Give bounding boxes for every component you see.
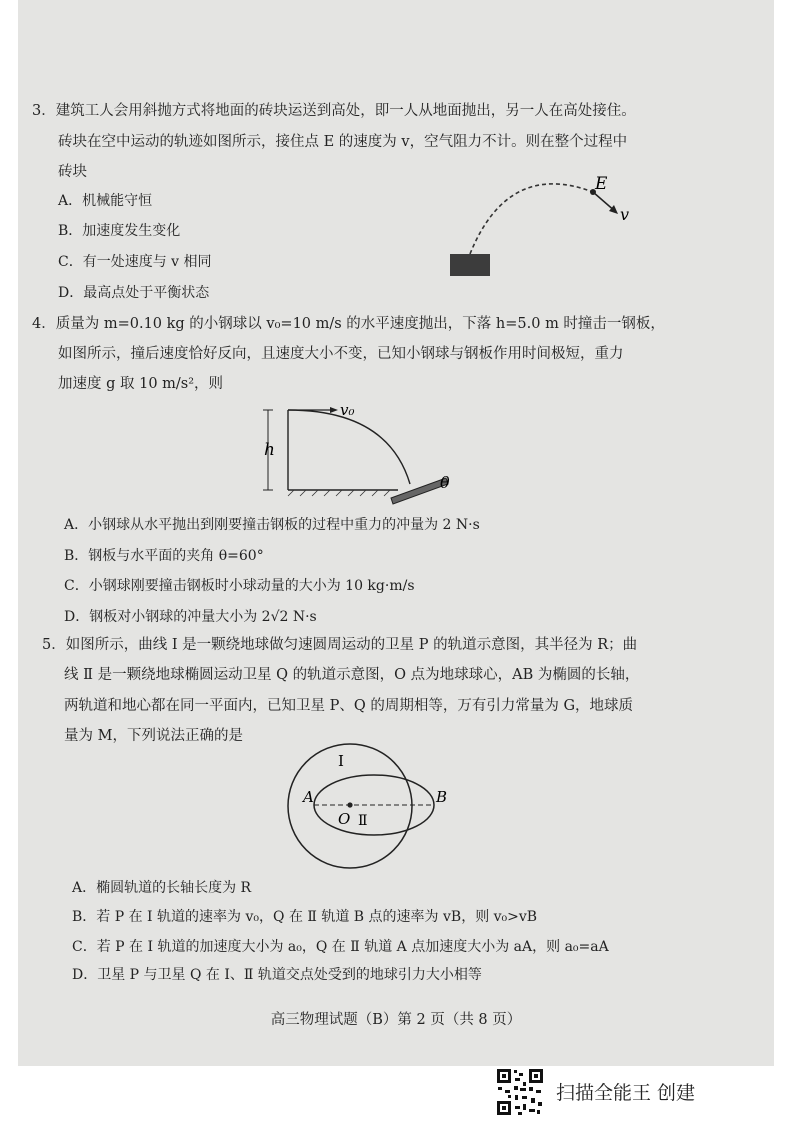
q5-option-d: D．卫星 P 与卫星 Q 在 Ⅰ、Ⅱ 轨道交点处受到的地球引力大小相等 [72,967,482,983]
q3-line1: 3．建筑工人会用斜抛方式将地面的砖块运送到高处，即一人从地面抛出，另一人在高处接住。 [32,103,636,119]
label-a: A [303,788,314,806]
projectile-path [288,410,410,484]
q4-option-c: C．小钢球刚要撞击钢板时小球动量的大小为 10 kg·m/s [64,578,415,594]
q4-option-a: A．小钢球从水平抛出到刚要撞击钢板的过程中重力的冲量为 2 N·s [64,517,480,533]
label-e: E [595,174,608,194]
q4-line2: 如图所示，撞后速度恰好反向，且速度大小不变，已知小钢球与钢板作用时间极短，重力 [58,346,624,362]
label-h: h [264,440,275,460]
q5-line2: 线 Ⅱ 是一颗绕地球椭圆运动卫星 Q 的轨道示意图，O 点为地球球心，AB 为椭圆的长轴， [64,667,640,683]
brick [450,254,490,276]
q3-line2: 砖块在空中运动的轨迹如图所示，接住点 E 的速度为 v，空气阻力不计。则在整个过程中 [58,134,628,150]
q5-orbit-figure [278,744,458,874]
label-b: B [436,788,448,806]
q3-trajectory-figure [438,170,658,280]
qr-code-icon [496,1068,544,1116]
q3-option-d: D．最高点处于平衡状态 [58,285,210,301]
q4-option-b: B．钢板与水平面的夹角 θ=60° [64,548,264,564]
page-footer: 高三物理试题（B）第 2 页（共 8 页） [270,1012,522,1028]
q5-option-b: B．若 P 在 Ⅰ 轨道的速率为 v₀，Q 在 Ⅱ 轨道 B 点的速率为 vB，则 v₀>vB [72,909,538,925]
q5-option-a: A．椭圆轨道的长轴长度为 R [72,880,252,896]
scanner-brand-text: 扫描全能王 创建 [556,1082,696,1104]
trajectory-curve [470,184,593,254]
q3-option-c: C．有一处速度与 v 相同 [58,254,212,270]
q4-projectile-figure [258,400,458,505]
label-v: v [620,205,630,224]
label-theta: θ [440,473,450,492]
q4-line3: 加速度 g 取 10 m/s²，则 [58,376,224,392]
label-orbit-i: Ⅰ [338,752,344,770]
q5-option-c: C．若 P 在 Ⅰ 轨道的加速度大小为 a₀，Q 在 Ⅱ 轨道 A 点加速度大小为 aA，则 a₀=aA [72,939,609,955]
q3-option-a: A．机械能守恒 [58,193,153,209]
q5-line4: 量为 M，下列说法正确的是 [64,728,243,744]
exam-page [18,0,774,1066]
earth-center-o [347,802,352,807]
q4-line1: 4．质量为 m=0.10 kg 的小钢球以 v₀=10 m/s 的水平速度抛出，下落 h=5.0 m 时撞击一钢板， [32,316,665,332]
q4-option-d: D．钢板对小钢球的冲量大小为 2√2 N·s [64,609,317,625]
q5-line3: 两轨道和地心都在同一平面内，已知卫星 P、Q 的周期相等，万有引力常量为 G，地球质 [64,698,634,714]
q3-line3: 砖块 [58,164,87,180]
label-orbit-ii: Ⅱ [358,813,368,829]
label-o: O [338,810,351,828]
q3-option-b: B．加速度发生变化 [58,223,181,239]
q5-line1: 5．如图所示，曲线 Ⅰ 是一颗绕地球做匀速圆周运动的卫星 P 的轨道示意图，其半径为 R；曲 [42,637,638,653]
label-v0: v₀ [340,401,355,419]
